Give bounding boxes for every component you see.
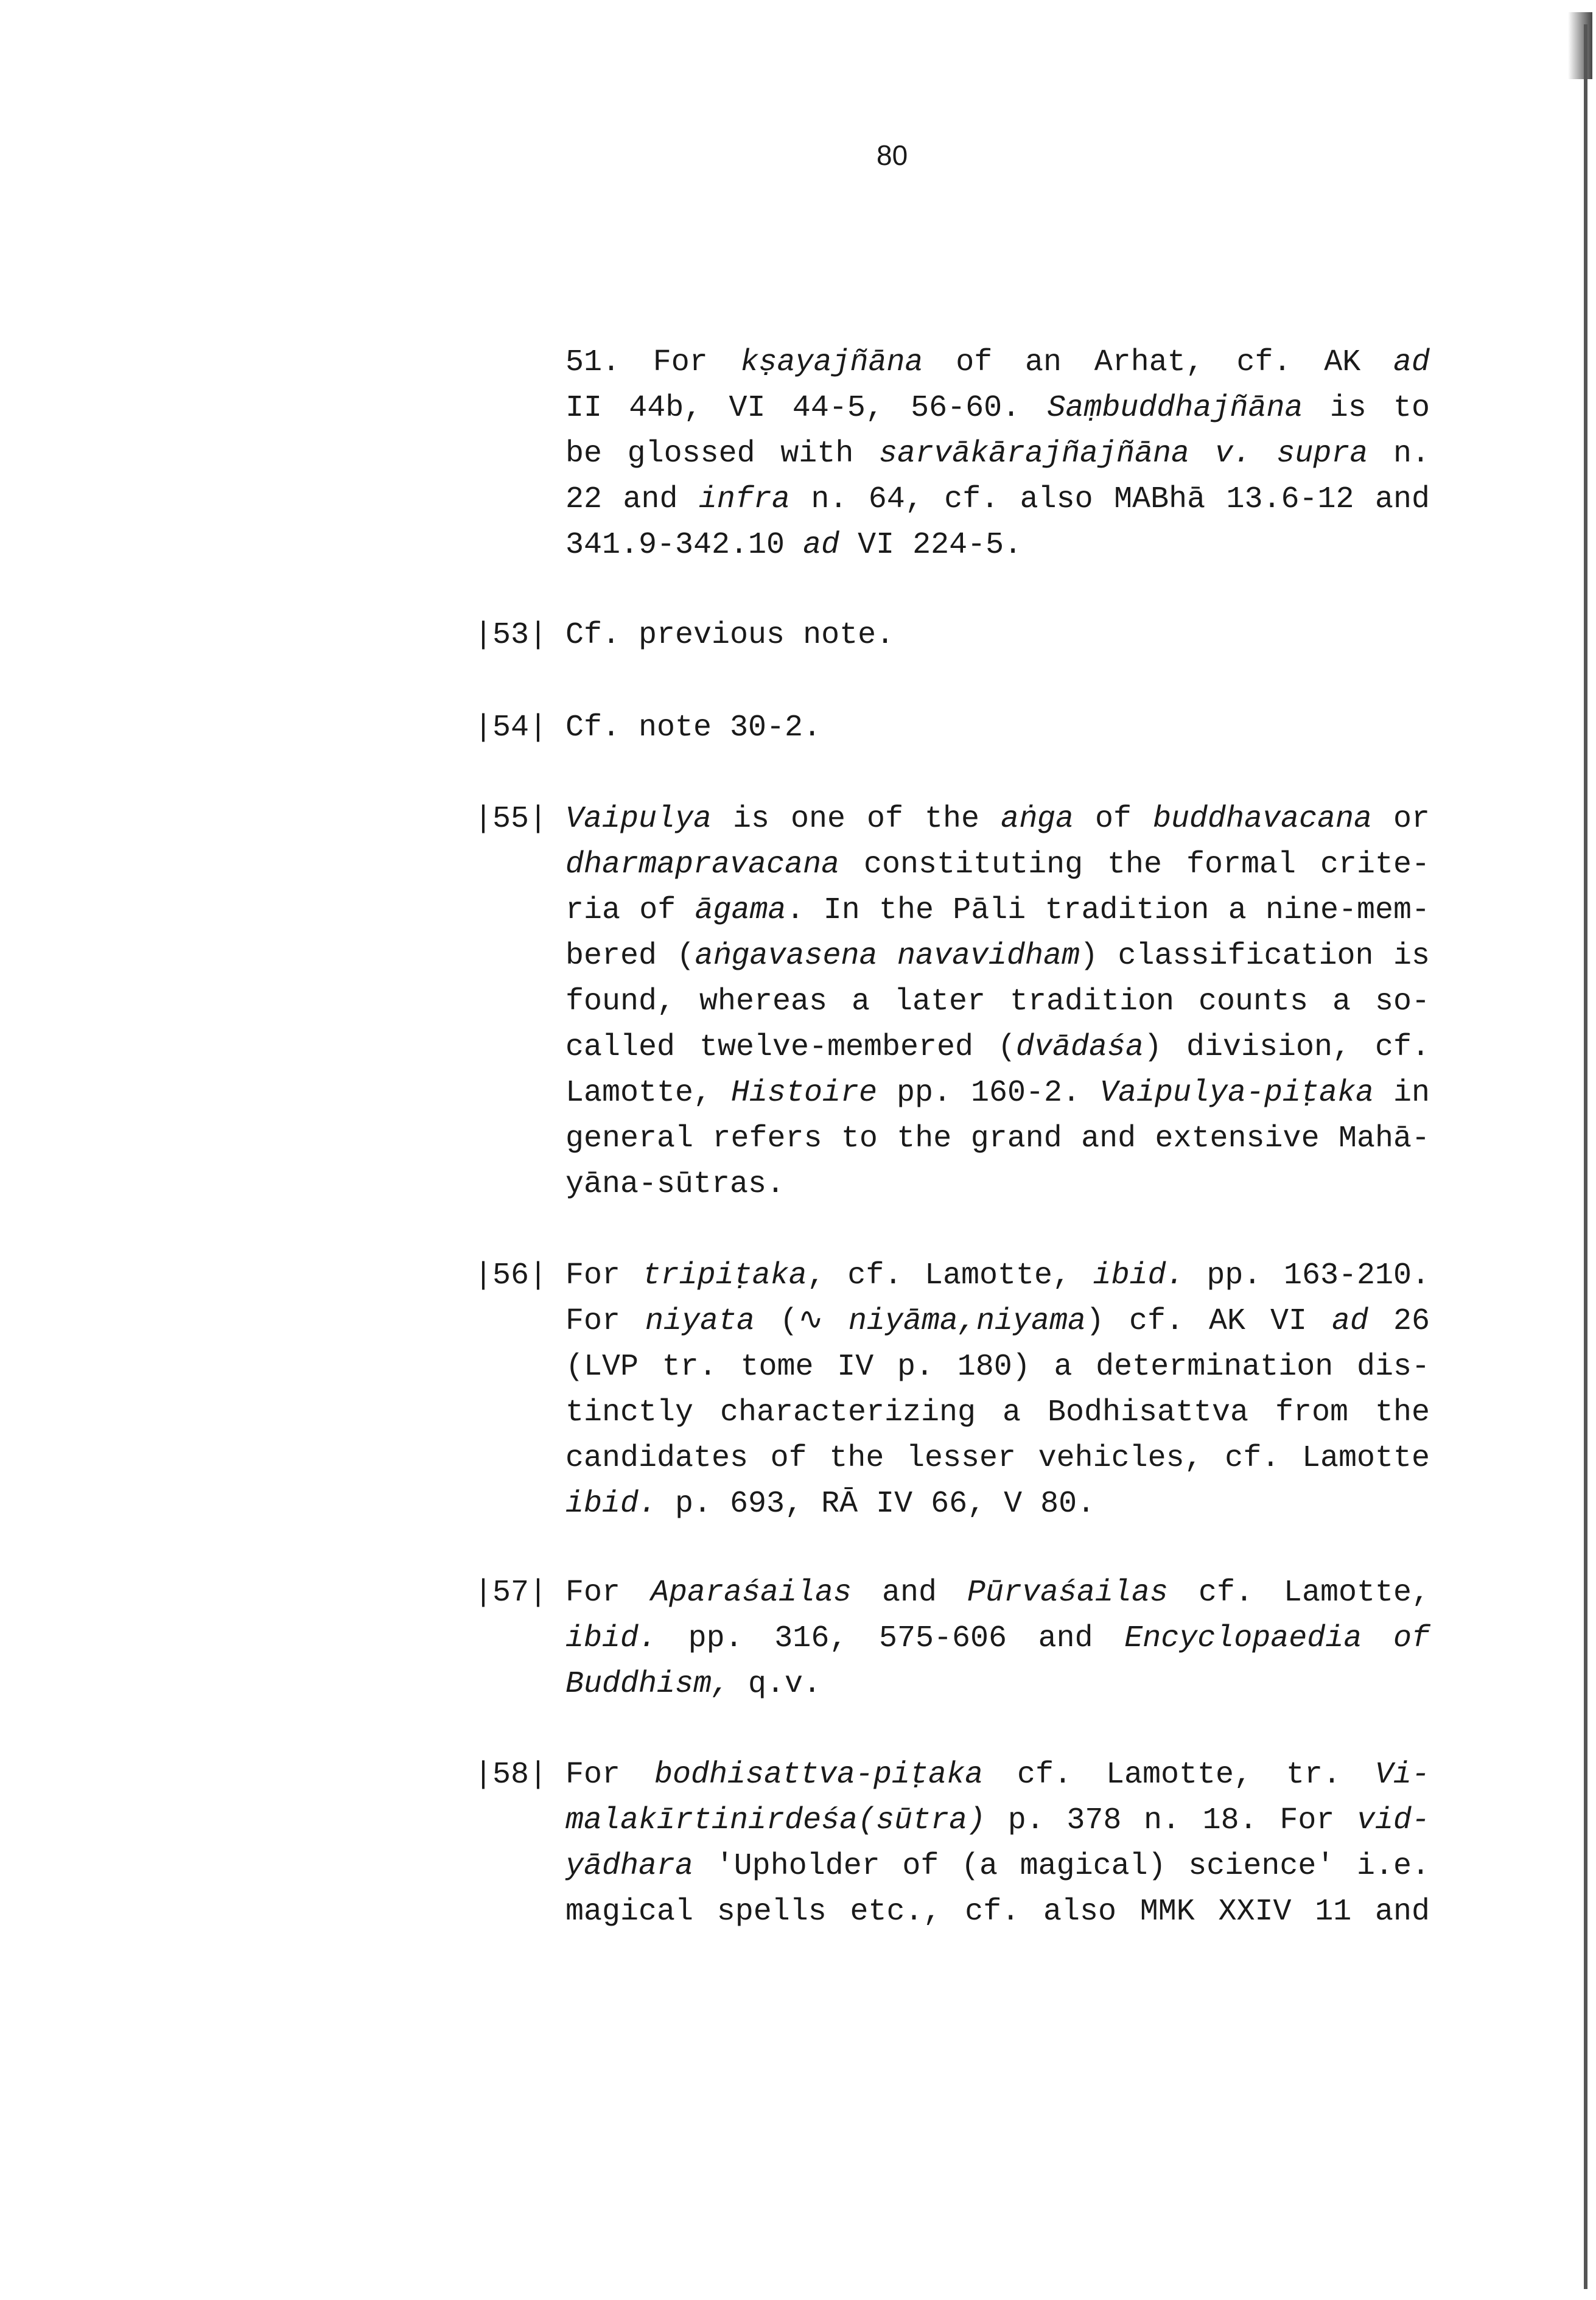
italic-term: Vaipulya bbox=[565, 802, 712, 836]
footnote bbox=[474, 1752, 1430, 1935]
text-line bbox=[565, 1889, 1430, 1935]
footnote-number: |58| bbox=[474, 1758, 548, 1792]
italic-term: āgama bbox=[695, 893, 786, 928]
italic-term: Aparaśailas bbox=[650, 1576, 852, 1610]
italic-term: Encyclopaedia bbox=[1124, 1621, 1362, 1656]
text-line bbox=[565, 1481, 1430, 1527]
text-line bbox=[565, 477, 1430, 522]
text-line bbox=[565, 1436, 1430, 1481]
text-line bbox=[565, 431, 1430, 477]
scan-edge-line bbox=[1584, 24, 1587, 2289]
text-line bbox=[565, 705, 1430, 751]
text-run: For bbox=[565, 1576, 651, 1610]
italic-term: sarvākārajñajñāna bbox=[878, 437, 1190, 471]
text-run bbox=[1189, 437, 1215, 471]
text-run: ) cf. AK VI bbox=[1085, 1304, 1332, 1339]
footnote bbox=[474, 1253, 1430, 1527]
text-run: Lamotte, bbox=[565, 1076, 731, 1110]
italic-term: ibid. bbox=[565, 1487, 657, 1521]
italic-term: infra bbox=[698, 482, 790, 517]
text-line bbox=[565, 612, 1430, 658]
text-run: ) division, cf. bbox=[1144, 1030, 1430, 1065]
text-run: ria of bbox=[565, 893, 695, 928]
italic-term: ibid. bbox=[565, 1621, 657, 1656]
text-run: ) classification is bbox=[1080, 939, 1430, 973]
text-run: and bbox=[852, 1576, 967, 1610]
text-run: VI 224-5. bbox=[839, 528, 1023, 563]
text-run: pp. 316, 575-606 and bbox=[657, 1621, 1125, 1656]
text-run: q.v. bbox=[730, 1667, 822, 1702]
text-run: 51. For bbox=[565, 345, 741, 380]
text-run: candidates of the lesser vehicles, cf. Lamotte bbox=[565, 1441, 1430, 1476]
text-line bbox=[565, 1798, 1430, 1843]
text-run: Cf. previous note. bbox=[565, 618, 895, 653]
italic-term: bodhisattva-piṭaka bbox=[654, 1758, 984, 1792]
italic-term: ad bbox=[803, 528, 840, 563]
footnote-number: |55| bbox=[474, 802, 548, 836]
text-run: n. 64, cf. also MABhā 13.6-12 and bbox=[789, 482, 1430, 517]
text-run: For bbox=[565, 1304, 645, 1339]
text-run: found, whereas a later tradition counts a so- bbox=[565, 984, 1430, 1019]
text-run: Cf. note 30-2. bbox=[565, 710, 822, 745]
text-line bbox=[565, 340, 1430, 385]
italic-term: aṅga bbox=[1000, 802, 1074, 836]
page-number: 80 bbox=[877, 139, 908, 171]
text-run: called twelve-membered ( bbox=[565, 1030, 1016, 1065]
text-run: yāna-sūtras. bbox=[565, 1167, 785, 1202]
footnote-number: |54| bbox=[474, 710, 548, 745]
text-line bbox=[565, 1253, 1430, 1299]
italic-term: Vaipulya-piṭaka bbox=[1099, 1076, 1374, 1110]
italic-term: kṣayajñāna bbox=[740, 345, 923, 380]
text-line bbox=[565, 1116, 1430, 1162]
italic-term: Vi- bbox=[1374, 1758, 1430, 1792]
text-line bbox=[565, 1025, 1430, 1070]
text-run: p. 693, RĀ IV 66, V 80. bbox=[657, 1487, 1096, 1521]
text-run: (∿ bbox=[755, 1304, 849, 1339]
italic-term: ad bbox=[1393, 345, 1430, 380]
footnote bbox=[565, 340, 1430, 568]
italic-term: Saṃbuddhajñāna bbox=[1047, 391, 1303, 426]
italic-term: malakīrtinirdeśa(sūtra) bbox=[565, 1803, 986, 1838]
text-line bbox=[565, 1299, 1430, 1344]
text-run: , cf. Lamotte, bbox=[807, 1258, 1093, 1293]
italic-term: niyata bbox=[645, 1304, 755, 1339]
text-line bbox=[565, 842, 1430, 888]
footnote-number: |53| bbox=[474, 618, 548, 653]
text-run: 'Upholder of (a magical) science' i.e. bbox=[693, 1849, 1430, 1884]
text-run bbox=[1362, 1621, 1393, 1656]
text-run: magical spells etc., cf. also MMK XXIV 11 and bbox=[565, 1895, 1430, 1929]
text-line bbox=[565, 933, 1430, 979]
footnote-number: |56| bbox=[474, 1258, 548, 1293]
italic-term: ibid. bbox=[1093, 1258, 1185, 1293]
text-line bbox=[565, 1390, 1430, 1436]
text-run: or bbox=[1372, 802, 1430, 836]
text-run: be glossed with bbox=[565, 437, 879, 471]
text-run: pp. 160-2. bbox=[877, 1076, 1100, 1110]
text-line bbox=[565, 522, 1430, 568]
italic-term: v. supra bbox=[1214, 437, 1368, 471]
text-run: general refers to the grand and extensive Mahā- bbox=[565, 1121, 1430, 1156]
text-line bbox=[565, 1162, 1430, 1207]
text-run: For bbox=[565, 1258, 643, 1293]
text-line bbox=[565, 1344, 1430, 1390]
text-run: is to bbox=[1303, 391, 1430, 426]
italic-term: niyāma,niyama bbox=[848, 1304, 1086, 1339]
text-run: 26 bbox=[1368, 1304, 1430, 1339]
text-run: cf. Lamotte, tr. bbox=[983, 1758, 1375, 1792]
text-line bbox=[565, 888, 1430, 933]
text-run: . In the Pāli tradition a nine-mem- bbox=[786, 893, 1430, 928]
footnote bbox=[474, 705, 1430, 751]
text-run: is one of the bbox=[712, 802, 1001, 836]
text-run: of an Arhat, cf. AK bbox=[923, 345, 1393, 380]
text-line bbox=[565, 1070, 1430, 1116]
scan-edge-shadow bbox=[1568, 12, 1592, 79]
text-run: 22 and bbox=[565, 482, 699, 517]
italic-term: ad bbox=[1331, 1304, 1368, 1339]
text-line bbox=[565, 385, 1430, 431]
footnote-number: |57| bbox=[474, 1576, 548, 1610]
italic-term: dvādaśa bbox=[1016, 1030, 1144, 1065]
text-run: II 44b, VI 44-5, 56-60. bbox=[565, 391, 1048, 426]
text-line bbox=[565, 1570, 1430, 1616]
italic-term: of bbox=[1393, 1621, 1430, 1656]
text-line bbox=[565, 1752, 1430, 1798]
text-run: 341.9-342.10 bbox=[565, 528, 803, 563]
footnote bbox=[474, 612, 1430, 658]
text-line bbox=[565, 979, 1430, 1025]
footnote bbox=[474, 1570, 1430, 1707]
footnote bbox=[474, 796, 1430, 1207]
text-line bbox=[565, 1843, 1430, 1889]
italic-term: vid- bbox=[1356, 1803, 1430, 1838]
text-line bbox=[565, 1661, 1430, 1707]
text-run: For bbox=[565, 1758, 654, 1792]
text-run: p. 378 n. 18. For bbox=[985, 1803, 1357, 1838]
text-run: pp. 163-210. bbox=[1184, 1258, 1430, 1293]
italic-term: tripiṭaka bbox=[642, 1258, 807, 1293]
text-run: of bbox=[1074, 802, 1153, 836]
italic-term: Pūrvaśailas bbox=[967, 1576, 1169, 1610]
italic-term: Buddhism, bbox=[565, 1667, 730, 1702]
text-line bbox=[565, 1616, 1430, 1661]
text-line bbox=[565, 796, 1430, 842]
text-run: tinctly characterizing a Bodhisattva from the bbox=[565, 1395, 1430, 1430]
italic-term: Histoire bbox=[731, 1076, 878, 1110]
text-run: bered ( bbox=[565, 939, 695, 973]
text-run: (LVP tr. tome IV p. 180) a determination dis- bbox=[565, 1350, 1430, 1384]
text-run: cf. Lamotte, bbox=[1168, 1576, 1430, 1610]
italic-term: buddhavacana bbox=[1152, 802, 1373, 836]
italic-term: aṅgavasena navavidham bbox=[695, 939, 1080, 973]
text-run: constituting the formal crite- bbox=[839, 847, 1430, 882]
italic-term: dharmapravacana bbox=[565, 847, 840, 882]
italic-term: yādhara bbox=[565, 1849, 694, 1884]
text-run: in bbox=[1374, 1076, 1430, 1110]
text-run: n. bbox=[1368, 437, 1430, 471]
